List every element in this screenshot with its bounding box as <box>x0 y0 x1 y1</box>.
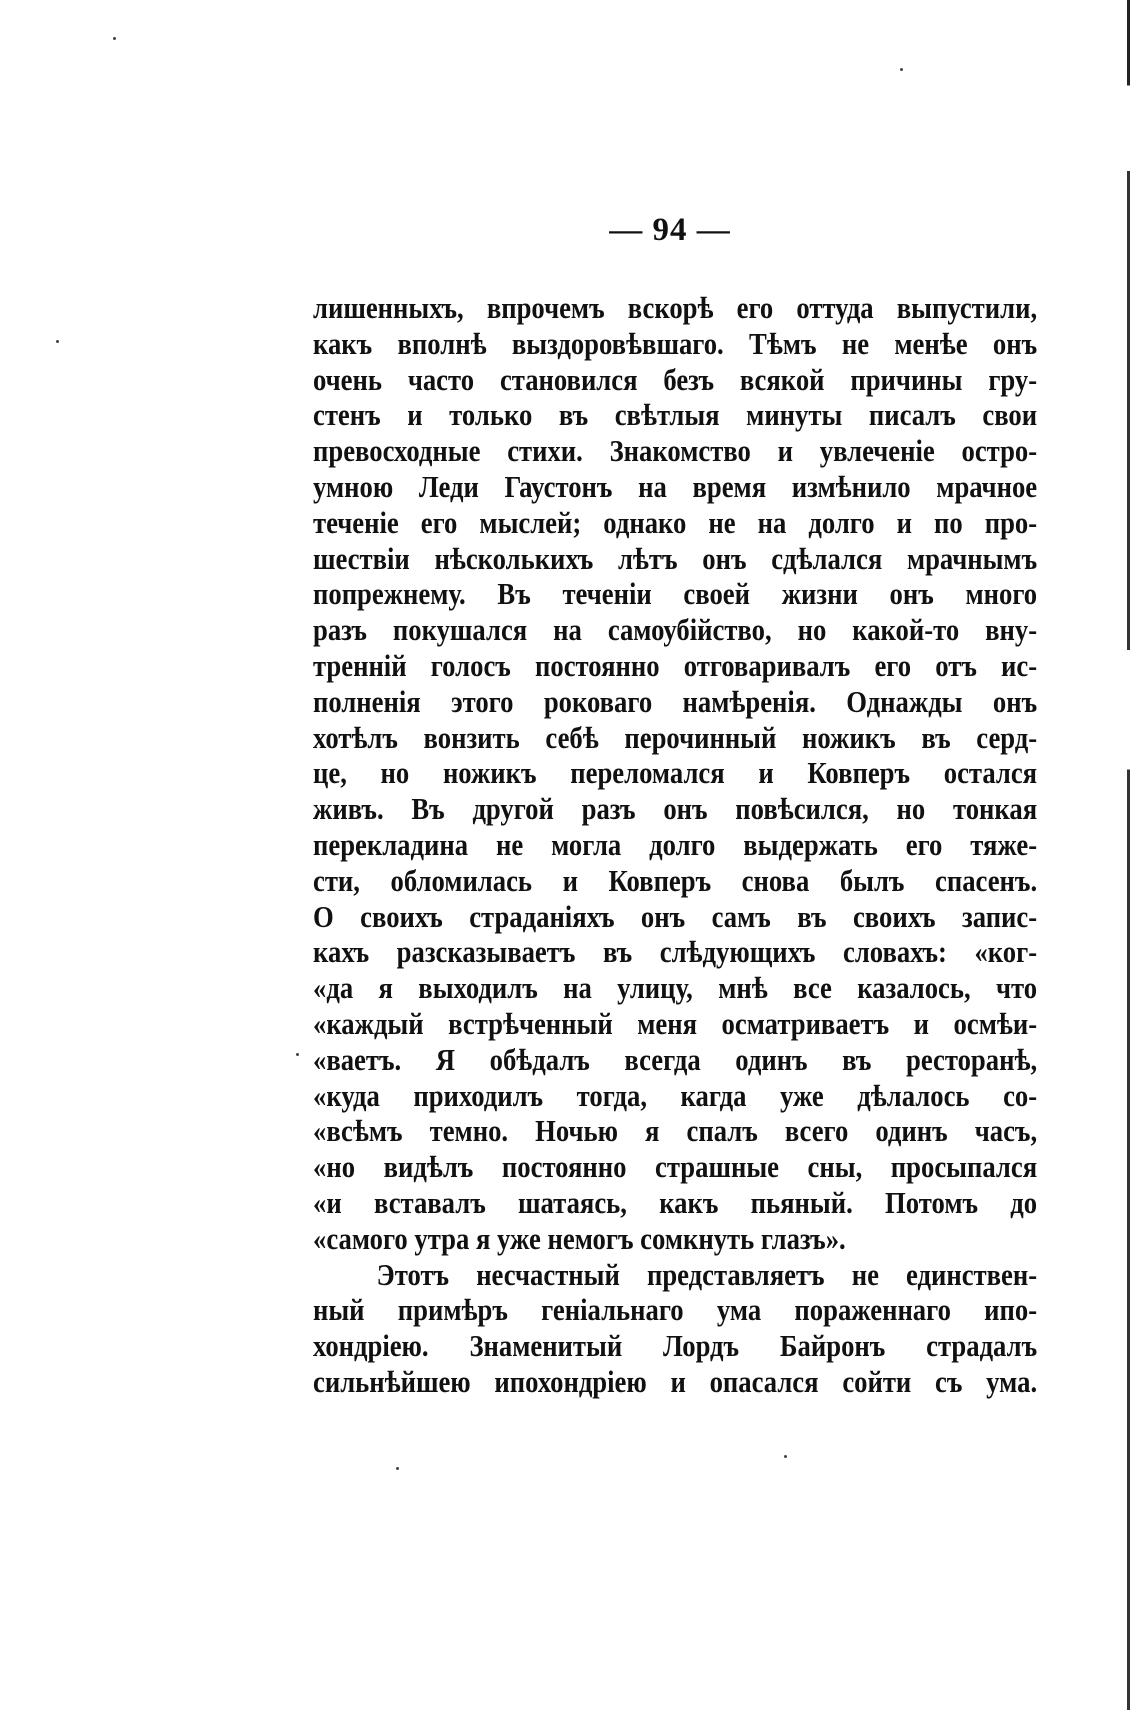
text-line: «да я выходилъ на улицу, мнѣ все казалось, что <box>313 970 1038 1006</box>
text-line: очень часто становился безъ всякой причины гру- <box>313 361 1038 397</box>
text-line: хотѣлъ вонзить себѣ перочинный ножикъ въ серд- <box>313 719 1038 755</box>
text-line: «куда приходилъ тогда, кагда уже дѣлалось со- <box>313 1077 1038 1113</box>
text-line: ный примѣръ геніальнаго ума пораженнаго ипо- <box>313 1292 1038 1328</box>
text-line: «и вставалъ шатаясь, какъ пьяный. Потомъ до <box>313 1184 1038 1220</box>
speck <box>113 37 116 40</box>
text-line: хондріею. Знаменитый Лордъ Байронъ страдалъ <box>313 1328 1038 1364</box>
text-line: це, но ножикъ переломался и Ковперъ остался <box>313 755 1038 791</box>
speck <box>396 1467 399 1470</box>
text-line: «ваетъ. Я обѣдалъ всегда одинъ въ ресторанѣ, <box>313 1041 1038 1077</box>
text-line: умною Леди Гаустонъ на время измѣнило мрачное <box>313 468 1038 504</box>
text-line: превосходные стихи. Знакомство и увлеченіе остро- <box>313 433 1038 469</box>
text-line: стенъ и только въ свѣтлыя минуты писалъ свои <box>313 397 1038 433</box>
text-line: шествіи нѣсколькихъ лѣтъ онъ сдѣлался мрачнымъ <box>313 540 1038 576</box>
body-text <box>313 290 1037 1400</box>
speck <box>296 1053 299 1056</box>
speck <box>784 1455 787 1458</box>
text-line: теченіе его мыслей; однако не на долго и по про- <box>313 504 1038 540</box>
text-line: перекладина не могла долго выдержать его тяже- <box>313 826 1038 862</box>
text-line: попрежнему. Въ теченіи своей жизни онъ много <box>313 576 1038 612</box>
text-line: «но видѣлъ постоянно страшные сны, просыпался <box>313 1149 1038 1185</box>
text-line: кахъ разсказываетъ въ слѣдующихъ словахъ: «ког- <box>313 934 1038 970</box>
speck <box>56 340 59 343</box>
text-line: сти, обломилась и Ковперъ снова былъ спасенъ. <box>313 862 1038 898</box>
text-line: живъ. Въ другой разъ онъ повѣсился, но тонкая <box>313 791 1038 827</box>
text-line: Этотъ несчастный представляетъ не единствен- <box>376 1256 1038 1292</box>
text-line: «каждый встрѣченный меня осматриваетъ и осмѣи- <box>313 1005 1038 1041</box>
page-number: — 94 — <box>609 212 731 248</box>
text-line: какъ вполнѣ выздоровѣвшаго. Тѣмъ не менѣе онъ <box>313 325 1038 361</box>
text-line: лишенныхъ, впрочемъ вскорѣ его оттуда выпустили, <box>313 290 1038 325</box>
text-line: «всѣмъ темно. Ночью я спалъ всего одинъ часъ, <box>313 1113 1038 1149</box>
page-edge <box>1127 0 1130 1710</box>
text-line: разъ покушался на самоубійство, но какой-то вну- <box>313 612 1038 648</box>
text-line: О своихъ страданіяхъ онъ самъ въ своихъ запис- <box>313 898 1038 934</box>
text-line: тренній голосъ постоянно отговаривалъ его отъ ис- <box>313 647 1038 683</box>
speck <box>900 68 903 71</box>
text-line: сильнѣйшею ипохондріею и опасался сойти съ ума. <box>313 1363 1038 1399</box>
text-line: полненія этого роковаго намѣренія. Однажды онъ <box>313 683 1038 719</box>
text-line: «самого утра я уже немогъ сомкнуть глазъ». <box>313 1220 846 1256</box>
